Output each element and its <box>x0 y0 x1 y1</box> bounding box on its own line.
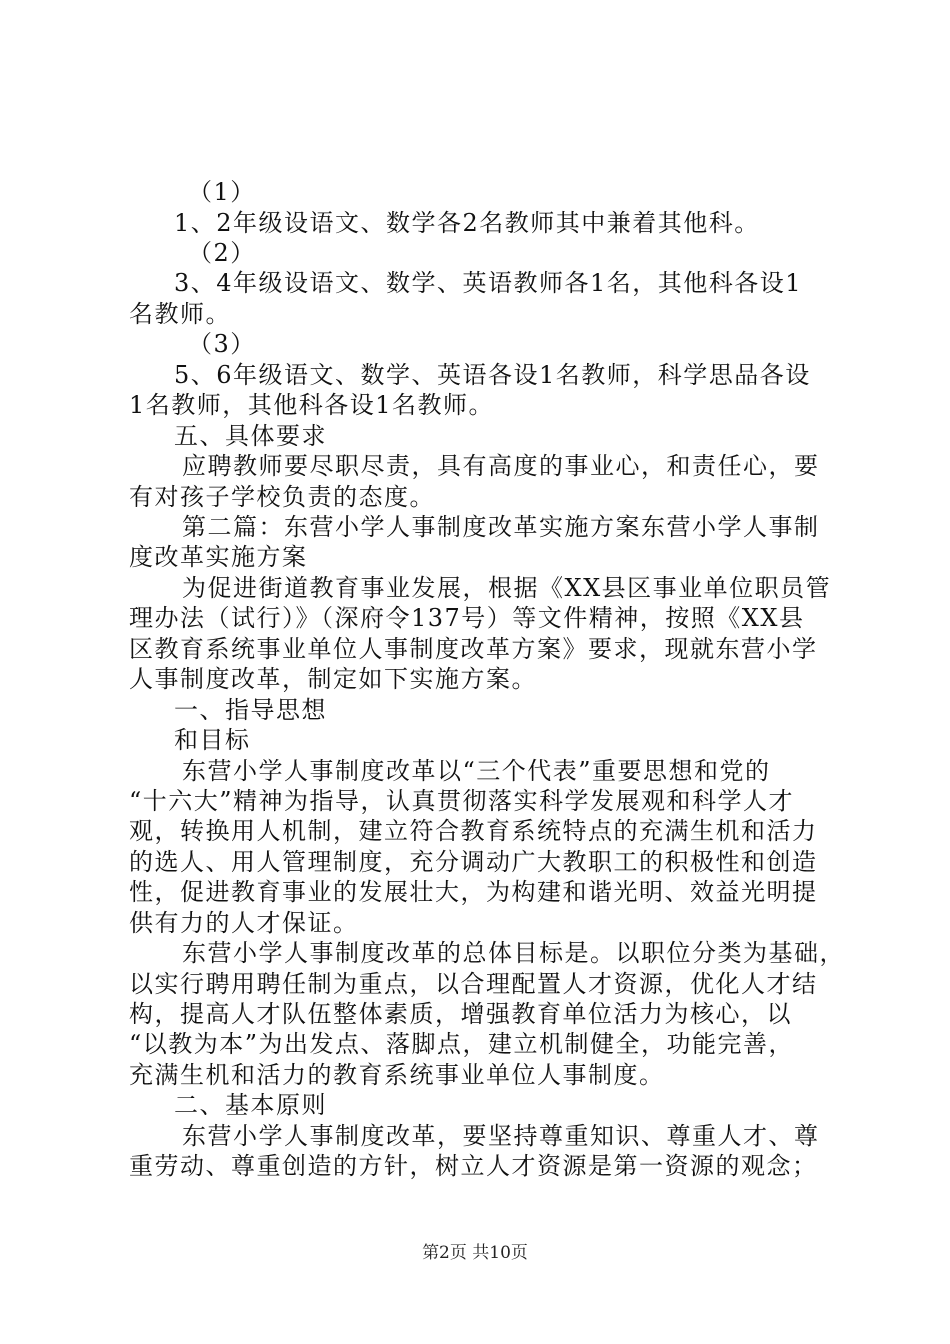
paragraph-line: 为促进街道教育事业发展，根据《XX县区事业单位职员管 <box>182 574 832 602</box>
section-heading: 一、指导思想 <box>174 696 327 724</box>
paragraph-line: 1名教师，其他科各设1名教师。 <box>129 391 495 419</box>
paragraph-line: 3、4年级设语文、数学、英语教师各1名，其他科各设1 <box>174 269 803 297</box>
list-marker-3: （3） <box>188 330 256 358</box>
paragraph-line: 东营小学人事制度改革的总体目标是。以职位分类为基础， <box>182 939 845 967</box>
paragraph-line: 区教育系统事业单位人事制度改革方案》要求，现就东营小学 <box>129 635 818 663</box>
paragraph-line: 名教师。 <box>129 300 231 328</box>
section-heading: 二、基本原则 <box>174 1091 327 1119</box>
chapter-title: 第二篇：东营小学人事制度改革实施方案东营小学人事制 <box>182 513 820 541</box>
paragraph-line: “十六大”精神为指导，认真贯彻落实科学发展观和科学人才 <box>129 787 795 815</box>
paragraph-line: 重劳动、尊重创造的方针，树立人才资源是第一资源的观念； <box>129 1152 818 1180</box>
paragraph-line: 人事制度改革，制定如下实施方案。 <box>129 665 537 693</box>
paragraph-line: 观，转换用人机制，建立符合教育系统特点的充满生机和活力 <box>129 817 818 845</box>
paragraph-line: 东营小学人事制度改革以“三个代表”重要思想和党的 <box>182 757 771 785</box>
section-heading: 五、具体要求 <box>174 422 327 450</box>
paragraph-line: 充满生机和活力的教育系统事业单位人事制度。 <box>129 1061 665 1089</box>
section-heading: 和目标 <box>174 726 251 754</box>
page-footer: 第2页 共10页 <box>422 1243 528 1263</box>
list-marker-1: （1） <box>188 178 256 206</box>
paragraph-line: 构，提高人才队伍整体素质，增强教育单位活力为核心，以 <box>129 1000 792 1028</box>
paragraph-line: 性，促进教育事业的发展壮大，为构建和谐光明、效益光明提 <box>129 878 818 906</box>
paragraph-line: 以实行聘用聘任制为重点，以合理配置人才资源，优化人才结 <box>129 970 818 998</box>
paragraph-line: 理办法（试行）》（深府令137号）等文件精神，按照《XX县 <box>129 604 805 632</box>
paragraph-line: 有对孩子学校负责的态度。 <box>129 483 435 511</box>
paragraph-line: 的选人、用人管理制度，充分调动广大教职工的积极性和创造 <box>129 848 818 876</box>
paragraph-line: 5、6年级语文、数学、英语各设1名教师，科学思品各设 <box>174 361 811 389</box>
paragraph-line: “以教为本”为出发点、落脚点，建立机制健全，功能完善， <box>129 1030 795 1058</box>
paragraph-line: 应聘教师要尽职尽责，具有高度的事业心，和责任心，要 <box>182 452 820 480</box>
list-marker-2: （2） <box>188 239 256 267</box>
paragraph-line: 供有力的人才保证。 <box>129 909 359 937</box>
paragraph-line: 1、2年级设语文、数学各2名教师其中兼着其他科。 <box>174 209 760 237</box>
chapter-title: 度改革实施方案 <box>129 543 308 571</box>
paragraph-line: 东营小学人事制度改革，要坚持尊重知识、尊重人才、尊 <box>182 1122 820 1150</box>
